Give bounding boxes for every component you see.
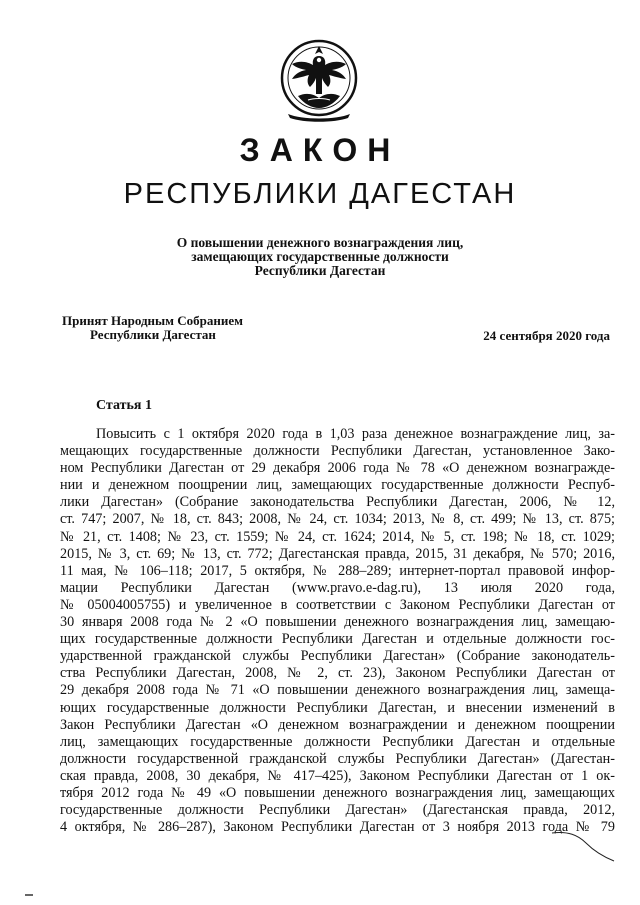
article-line: государственные должности Республики Дагестан» (Дагестанская правда, 2012, <box>60 802 615 819</box>
article-line: нии и денежном поощрении лиц, замещающих государственные должности Респуб- <box>60 477 615 494</box>
adoption-note-line: Республики Дагестан <box>90 327 216 342</box>
article-line: ном Республики Дагестан от 29 декабря 2006 года № 78 «О денежном вознагражде- <box>60 460 615 477</box>
article-line: № 05004005755) и увеличенное в соответствии с Законом Республики Дагестан от <box>60 596 615 613</box>
article-line: 11 мая, № 106–118; 2017, 5 октября, № 288–289; интернет-портал правовой инфор- <box>60 562 615 579</box>
law-subject <box>120 236 520 278</box>
article-body <box>60 426 615 836</box>
adoption-note <box>62 314 243 342</box>
article-line: № 21, ст. 1408; № 23, ст. 1559; № 24, ст. 1624; 2014, № 5, ст. 198; № 18, ст. 1029; <box>60 528 615 545</box>
adoption-date: 24 сентября 2020 года <box>483 328 610 343</box>
document-title: ЗАКОН <box>239 132 401 168</box>
scan-speck <box>24 892 34 898</box>
article-line: Повысить с 1 октября 2020 года в 1,03 раза денежное вознаграждение лиц, за- <box>96 426 615 442</box>
law-subject-line: О повышении денежного вознаграждения лиц, <box>176 235 464 250</box>
law-subject-line: Республики Дагестан <box>254 263 386 278</box>
article-line: лиц, замещающих государственные должности Республики Дагестан и отдельные <box>60 733 615 750</box>
article-line: ударственной гражданской службы Республики Дагестан» (Собрание законодатель- <box>60 648 615 665</box>
article-line: 4 октября, № 286–287), Законом Республики Дагестан от 3 ноября 2013 года № 79 <box>60 819 615 836</box>
coat-of-arms-eagle-icon <box>278 38 360 124</box>
article-line: 29 декабря 2008 года № 71 «О повышении денежного вознаграждения лиц, замеща- <box>60 682 615 699</box>
article-line: ст. 747; 2007, № 18, ст. 843; 2008, № 24, ст. 1034; 2013, № 8, ст. 499; № 13, ст. 875; <box>60 511 615 528</box>
article-line: 2015, № 3, ст. 69; № 13, ст. 772; Дагестанская правда, 2015, 31 декабря, № 570; 2016, <box>60 545 615 562</box>
article-line: должности государственной гражданской службы Республики Дагестан» (Дагестан- <box>60 750 615 767</box>
article-line: щих государственные должности Республики Дагестан и отдельные должности гос- <box>60 631 615 648</box>
article-line: ства Республики Дагестан, 2008, № 2, ст. 23), Законом Республики Дагестан от <box>60 665 615 682</box>
article-line: ющих государственные должности Республики Дагестан, и внесении изменений в <box>60 699 615 716</box>
article-line: 30 января 2008 года № 2 «О повышении денежного вознаграждения лиц, замещаю- <box>60 614 615 631</box>
adoption-note-line: Принят Народным Собранием <box>62 313 244 328</box>
article-line: лики Дагестан» (Собрание законодательства Республики Дагестан, 2006, № 12, <box>60 494 615 511</box>
law-subject-line: замещающих государственные должности <box>191 249 449 264</box>
article-line: ская правда, 2008, 30 декабря, № 417–425), Законом Республики Дагестан от 1 ок- <box>60 767 615 784</box>
article-line: мации Республики Дагестан (www.pravo.e-dag.ru), 13 июля 2020 года, <box>60 579 615 596</box>
article-line: тября 2012 года № 49 «О повышении денежного вознаграждения лиц, замещающих <box>60 784 615 801</box>
article-heading: Статья 1 <box>96 398 152 413</box>
article-line: мещающих государственные должности Республики Дагестан, установленное Зако- <box>60 443 615 460</box>
pen-mark <box>548 825 618 865</box>
article-line: Закон Республики Дагестан «О денежном вознаграждении и денежном поощрении <box>60 716 615 733</box>
document-subtitle: РЕСПУБЛИКИ ДАГЕСТАН <box>123 178 517 210</box>
